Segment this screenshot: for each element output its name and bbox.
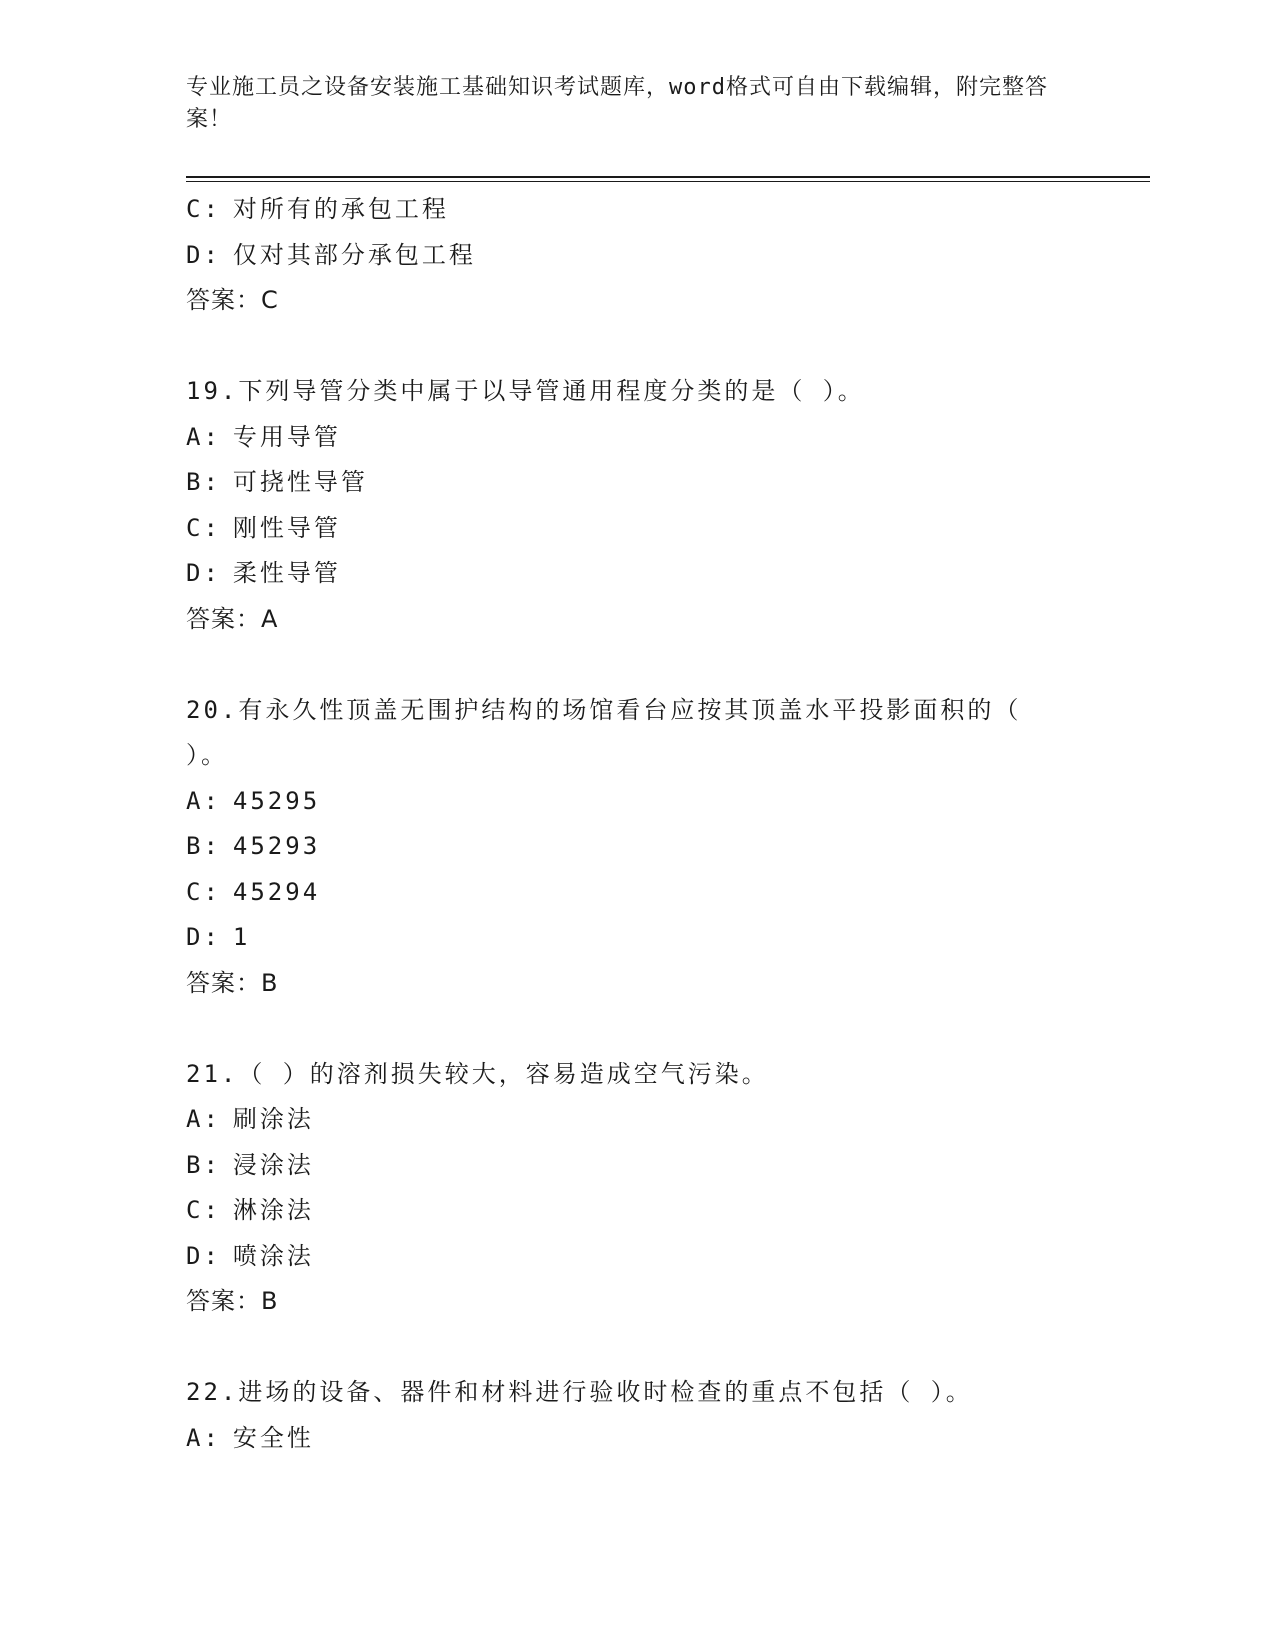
- option-prefix: A:: [186, 786, 221, 815]
- option-prefix: C:: [186, 195, 221, 223]
- spacer: [186, 1006, 1086, 1052]
- option-b: [186, 1143, 1086, 1189]
- option-prefix: B:: [186, 1150, 221, 1179]
- spacer: [186, 324, 1086, 370]
- option-c: [186, 187, 1086, 233]
- spacer: [186, 1325, 1086, 1371]
- option-a: [186, 1416, 1086, 1462]
- option-text: 浸涂法: [232, 1150, 314, 1179]
- spacer: [186, 642, 1086, 688]
- option-b: [186, 460, 1086, 506]
- question-block-22: [186, 1370, 1086, 1461]
- option-text: 45295: [232, 786, 321, 815]
- option-prefix: D:: [186, 240, 221, 269]
- option-text: 仅对其部分承包工程: [232, 240, 476, 269]
- option-text: 刚性导管: [232, 513, 341, 542]
- option-text: 45294: [232, 877, 321, 906]
- option-b: [186, 824, 1086, 870]
- question-stem: 20.有永久性顶盖无围护结构的场馆看台应按其顶盖水平投影面积的（ ）。: [186, 695, 1022, 769]
- document-body: [186, 187, 1086, 1461]
- option-prefix: A:: [186, 1105, 221, 1133]
- header-rule-thick: [186, 176, 1150, 178]
- question-stem: 22.进场的设备、器件和材料进行验收时检查的重点不包括（ ）。: [186, 1378, 973, 1406]
- answer-line: 答案：B: [186, 968, 279, 997]
- option-text: 柔性导管: [232, 559, 341, 587]
- option-prefix: D:: [186, 923, 221, 951]
- option-text: 对所有的承包工程: [232, 195, 449, 223]
- option-text: 45293: [232, 832, 321, 860]
- option-prefix: B:: [186, 468, 221, 496]
- option-d: [186, 233, 1086, 279]
- option-prefix: B:: [186, 832, 221, 860]
- document-header: [186, 72, 1066, 136]
- answer-line: 答案：B: [186, 1287, 279, 1315]
- option-a: [186, 415, 1086, 461]
- option-c: [186, 506, 1086, 552]
- question-block-19: [186, 369, 1086, 642]
- answer-line: 答案：C: [186, 286, 279, 314]
- option-text: 喷涂法: [232, 1241, 314, 1270]
- header-title: 专业施工员之设备安装施工基础知识考试题库，word格式可自由下载编辑，附完整答案！: [186, 75, 1048, 132]
- question-stem: 19.下列导管分类中属于以导管通用程度分类的是（ ）。: [186, 377, 865, 405]
- option-text: 1: [232, 923, 251, 951]
- option-prefix: D:: [186, 559, 221, 587]
- question-stem: 21.（ ）的溶剂损失较大，容易造成空气污染。: [186, 1059, 769, 1088]
- question-block-20: [186, 688, 1086, 1007]
- option-prefix: A:: [186, 1423, 221, 1452]
- option-d: [186, 915, 1086, 961]
- option-prefix: C:: [186, 513, 221, 542]
- option-prefix: D:: [186, 1241, 221, 1270]
- option-prefix: C:: [186, 877, 221, 906]
- option-c: [186, 870, 1086, 916]
- question-block-continued: [186, 187, 1086, 324]
- option-text: 刷涂法: [232, 1105, 314, 1133]
- option-d: [186, 551, 1086, 597]
- option-a: [186, 779, 1086, 825]
- header-rule-thin: [186, 181, 1150, 182]
- option-prefix: C:: [186, 1196, 221, 1224]
- option-prefix: A:: [186, 422, 221, 451]
- option-text: 专用导管: [232, 422, 341, 451]
- option-d: [186, 1234, 1086, 1280]
- question-block-21: [186, 1052, 1086, 1325]
- option-text: 淋涂法: [232, 1196, 314, 1224]
- option-c: [186, 1188, 1086, 1234]
- option-a: [186, 1097, 1086, 1143]
- option-text: 可挠性导管: [232, 468, 368, 496]
- option-text: 安全性: [232, 1423, 314, 1452]
- answer-line: 答案：A: [186, 604, 279, 633]
